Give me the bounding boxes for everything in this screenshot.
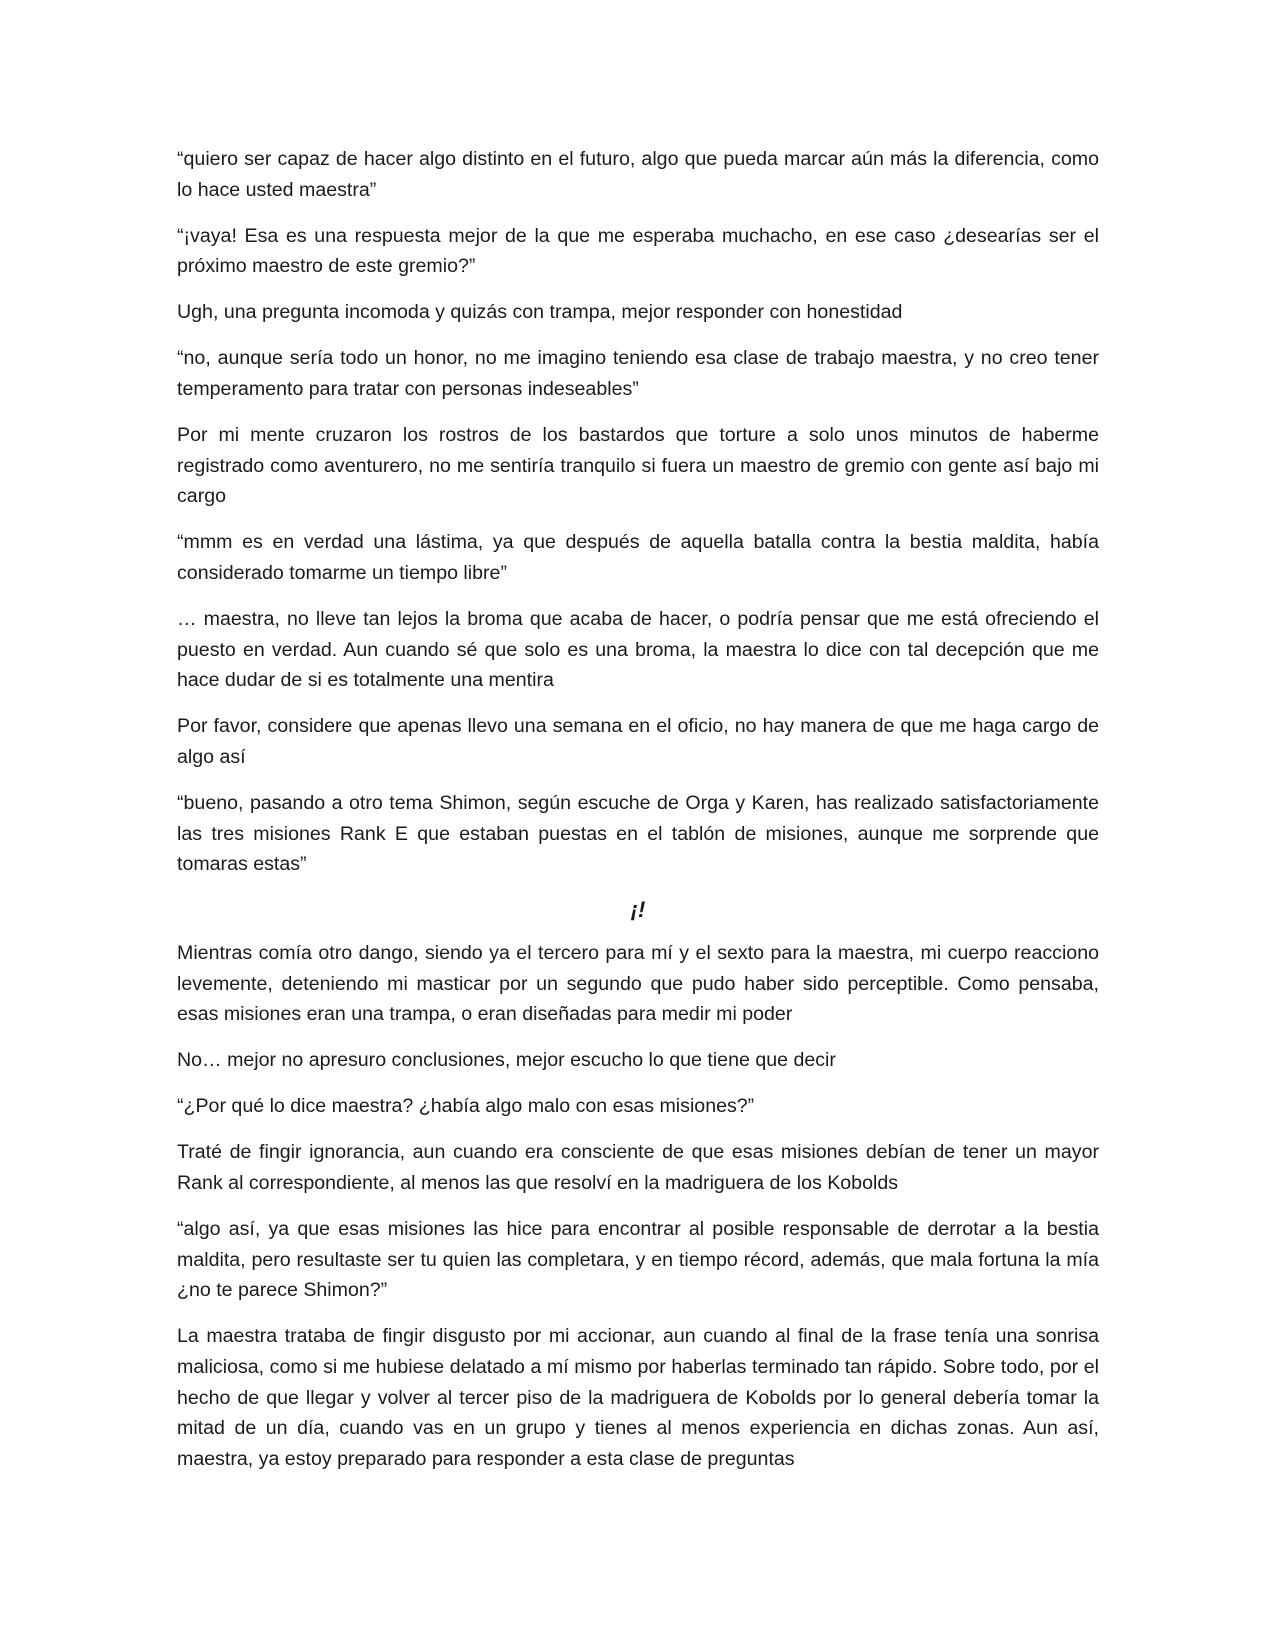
document-body	[177, 144, 1099, 1490]
paragraph: “¡vaya! Esa es una respuesta mejor de la que me esperaba muchacho, en ese caso ¿desearías ser el próximo maestro de este gremio?”	[177, 224, 1099, 278]
paragraph: No… mejor no apresuro conclusiones, mejor escucho lo que tiene que decir	[177, 1049, 836, 1072]
paragraph: “¿Por qué lo dice maestra? ¿había algo malo con esas misiones?”	[177, 1095, 755, 1118]
paragraph: … maestra, no lleve tan lejos la broma que acaba de hacer, o podría pensar que me está ofreciendo el puesto en verdad. Aun cuando sé que solo es una broma, la maestra lo dice con tal decepción que me hace dudar de si es totalmente una mentira	[177, 608, 1099, 692]
exclamation-separator: ¡!	[630, 897, 646, 923]
paragraph: Por favor, considere que apenas llevo una semana en el oficio, no hay manera de que me haga cargo de algo así	[177, 715, 1099, 768]
paragraph: “no, aunque sería todo un honor, no me imagino teniendo esa clase de trabajo maestra, y no creo tener temperamento para tratar con personas indeseables”	[177, 347, 1099, 401]
paragraph: “algo así, ya que esas misiones las hice para encontrar al posible responsable de derrotar a la bestia maldita, pero resultaste ser tu quien las completara, y en tiempo récord, además, que mala fortuna la mía ¿no te parece Shimon?”	[177, 1218, 1099, 1302]
paragraph: Traté de fingir ignorancia, aun cuando era consciente de que esas misiones debían de tener un mayor Rank al correspondiente, al menos las que resolví en la madriguera de los Kobolds	[177, 1141, 1099, 1195]
paragraph: La maestra trataba de fingir disgusto por mi accionar, aun cuando al final de la frase tenía una sonrisa maliciosa, como si me hubiese delatado a mí mismo por haberlas terminado tan rápido. Sobre todo, por el hecho de que llegar y volver al tercer piso de la madriguera de Kobolds por lo general debería tomar la mitad de un día, cuando vas en un grupo y tienes al menos experiencia en dichas zonas. Aun así, maestra, ya estoy preparado para responder a esta clase de preguntas	[177, 1325, 1099, 1470]
paragraph: “bueno, pasando a otro tema Shimon, según escuche de Orga y Karen, has realizado satisfactoriamente las tres misiones Rank E que estaban puestas en el tablón de misiones, aunque me sorprende que tomaras estas”	[177, 792, 1099, 876]
paragraph: Por mi mente cruzaron los rostros de los bastardos que torture a solo unos minutos de haberme registrado como aventurero, no me sentiría tranquilo si fuera un maestro de gremio con gente así bajo mi cargo	[177, 424, 1099, 508]
paragraph: “mmm es en verdad una lástima, ya que después de aquella batalla contra la bestia maldita, había considerado tomarme un tiempo libre”	[177, 531, 1099, 585]
paragraph: “quiero ser capaz de hacer algo distinto en el futuro, algo que pueda marcar aún más la diferencia, como lo hace usted maestra”	[177, 148, 1099, 201]
paragraph: Ugh, una pregunta incomoda y quizás con trampa, mejor responder con honestidad	[177, 301, 903, 324]
paragraph: Mientras comía otro dango, siendo ya el tercero para mí y el sexto para la maestra, mi cuerpo reacciono levemente, deteniendo mi masticar por un segundo que pudo haber sido perceptible. Como pensaba, esas misiones eran una trampa, o eran diseñadas para medir mi poder	[177, 941, 1099, 1026]
